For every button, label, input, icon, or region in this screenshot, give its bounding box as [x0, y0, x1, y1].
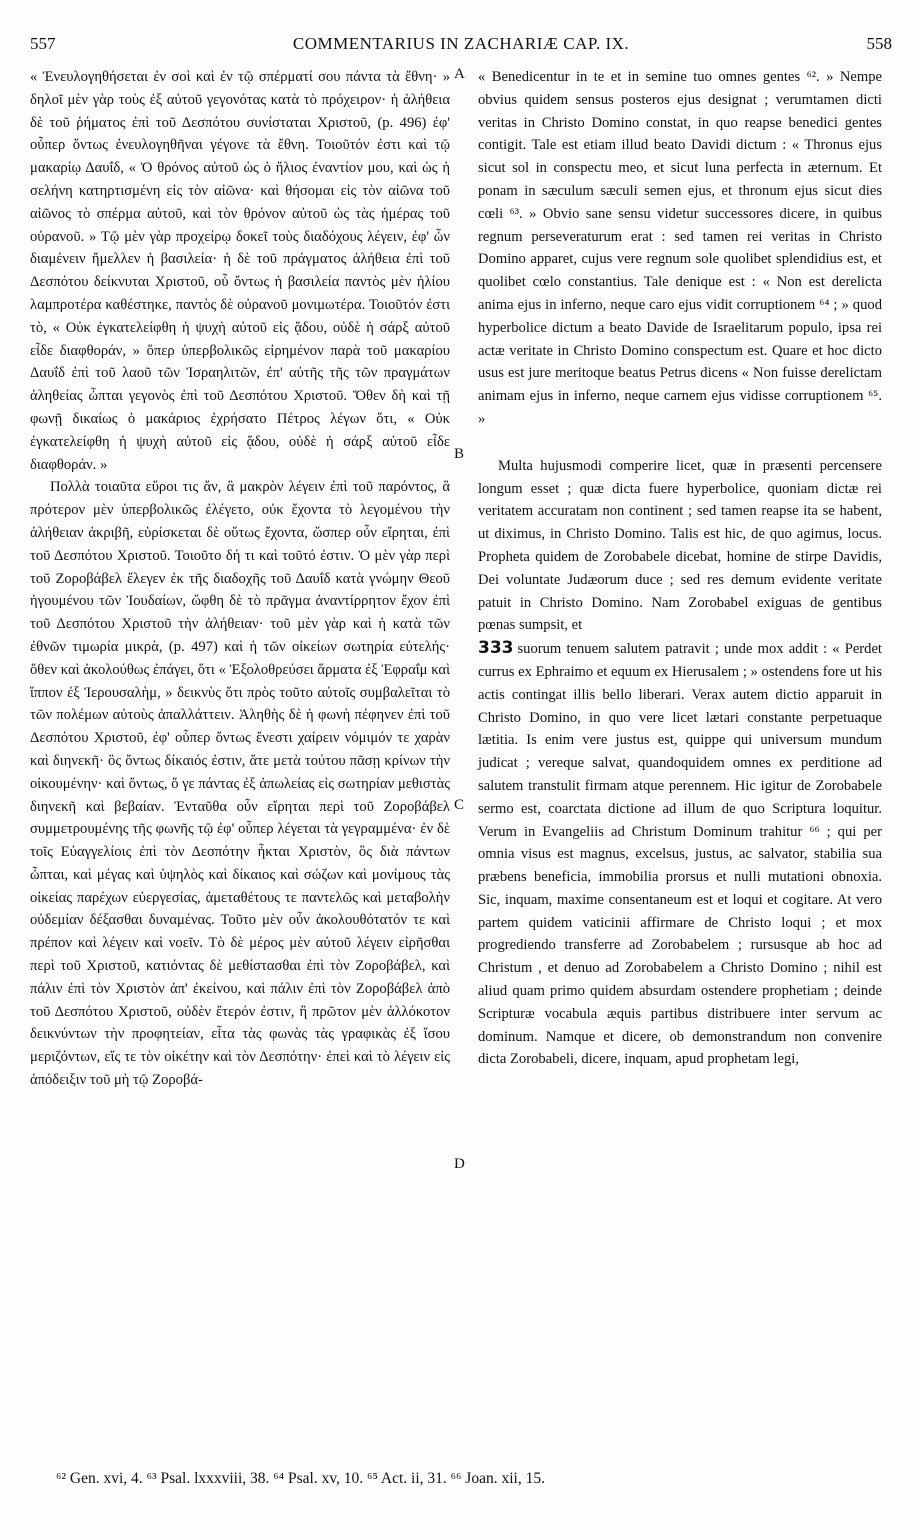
column-number: 333	[478, 638, 514, 659]
latin-paragraph-1: « Benedicentur in te et in semine tuo omnes gentes ⁶². » Nempe obvius quidem sensus posteros ejus designat ; verumtamen dicti veritas in Christo Domino constat, in quo reapse benedici gentes contigit. Tale est etiam illud beato Davidi dictum : « Thronus ejus sicut sol in conspectu meo, et sicut luna perfecta in æternum. Et ponam in sæculum sæculi semen ejus, et thronum ejus sicut dies cœli ⁶³. » Obvio sane sensu videtur successores dicere, in quibus regnum perseveraturum erat : sed tamen rei veritas in Christo Domino apparet, cujus vere regnum sole quolibet splendidius est, et quolibet cœlo constantius. Tale denique est : « Non est derelicta anima ejus in inferno, neque caro ejus vidit corruptionem ⁶⁴ ; » quod hyperbolice dictum a beato Davide de Israelitarum populo, ipsa rei actæ veritate in Christo Domino conspectum est. Quare et hoc dicto usus est jure meritoque beatus Petrus dicens « Non fuisse derelictam animam ejus in inferno, neque carnem ejus vidisse corruptionem ⁶⁵. »	[478, 69, 882, 427]
margin-marker-c: C	[454, 797, 465, 813]
page-number-right: 558	[866, 34, 892, 53]
greek-paragraph-2: Πολλὰ τοιαῦτα εὕροι τις ἄν, ἃ μακρὸν λέγειν ἐπὶ τοῦ παρόντος, ἃ πρότερον μὲν ὑπερβολικῶς ἐλέγετο, οὐκ ἔχοντα τὸ λεγομένου τὴν ἀλήθειαν ἀκριβῆ, εὑρίσκεται δὲ οὕτως ἔχοντα, ὥσπερ οὖν εἴρηται, ἐπὶ τοῦ Δεσπότου Χριστοῦ. Τοιοῦτο δή τι καὶ τοῦτό ἐστιν. Ὁ μὲν γὰρ περὶ τοῦ Ζοροβάβελ ἔλεγεν ἐκ τῆς διαδοχῆς τοῦ Δαυΐδ κατὰ γνώμην Θεοῦ ἡγουμένου τῶν Ἰουδαίων, ὤφθη δὲ τὸ πρᾶγμα ἀναντίρρητον ἔχον ἐπὶ τοῦ Δεσπότου Χριστοῦ τὴν ἀλήθειαν· τοῦ μὲν γὰρ καὶ ἡ κατὰ τῶν ἐθνῶν τιμωρία μικρὰ, (p. 497) καὶ ἡ τῶν οἰκείων σωτηρία εὐτελής· ὅθεν καὶ ἀκολούθως ἐπάγει, ὅτι « Ἐξολοθρεύσει ἅρματα ἐξ Ἐφραΐμ καὶ ἵππον ἐξ Ἱερουσαλὴμ, » δεικνὺς ὅτι πρὸς τοῦτο αὐτοῖς συμβαλεῖται τὸ τῶν πολέμων αὐτοὺς ἀπαλλάττειν. Ἀληθὴς δὲ ἡ φωνὴ πέφηνεν ἐπὶ τοῦ Δεσπότου Χριστοῦ, ἐφ' οὗπερ ὄντως ἔνεστι χαίρειν νόμιμόν τε χαρὰν καὶ διηνεκῆ· ὃς ὄντως δίκαιός ἐστιν, ἅτε μετὰ τούτου πᾶσῃ κρίνων τὴν οἰκουμένην· καὶ ὄντως, ὅ γε πάντας ἐξ ἀπωλείας εἰς σωτηρίαν μεθιστὰς διηνεκῆ καὶ βεβαίαν. Ἐνταῦθα οὖν εἴρηται περὶ τοῦ Ζοροβάβελ συμμετρουμένης τῆς φωνῆς τῷ ἐφ' οὗπερ λέγεται τὰ γεγραμμένα· ἐν δὲ τοῖς Εὐαγγελίοις ἐπὶ τὸν Δεσπότην ἦκται Χριστὸν, ὃς διὰ πάντων ὦπται, καὶ μέγας καὶ ὑψηλὸς καὶ δίκαιος καὶ σώζων καὶ μονίμους τὰς οἰκείας παρέχων εὐεργεσίας, ἀμεταθέτους τε παντελῶς καὶ μεταβολὴν οὐδεμίαν δέξασθαι δυναμένας. Τοῦτο μὲν οὖν ἀκολουθότατόν τε καὶ πρέπον καὶ λέγειν καὶ νοεῖν. Τὸ δὲ μέρος μὲν αὐτοῦ λέγειν εἰρῆσθαι περὶ τοῦ Χριστοῦ, κατιόντας δὲ μεθίστασθαι ἐπὶ τὸν Ζοροβάβελ, καὶ πάλιν ἐπὶ τὸν Χριστὸν ἀπ' ἐκείνου, καὶ πάλιν ἐπὶ τὸν Ζοροβάβελ ἀπὸ τοῦ Δεσπότου Χριστοῦ, οὐδὲν ἕτερόν ἐστιν, ἢ πρῶτον μὲν ἀλλόκοτον δεικνύντων τὴν προφητείαν, εἶτα τὰς φωνὰς τὰς γραφικὰς ἐξ ἴσου μεριζόντων, εἴς τε τὸν οἰκέτην καὶ τὸν Δεσπότην· ἐπεὶ καὶ τὸ λέγειν εἰς ἀπόδειξιν τοῦ μὴ τῷ Ζοροβά-	[30, 479, 450, 1089]
margin-marker-b: B	[454, 446, 465, 462]
footnotes: ⁶² Gen. xvi, 4. ⁶³ Psal. lxxxviii, 38. ⁶⁴ Psal. xv, 10. ⁶⁵ Act. ii, 31. ⁶⁶ Joan. xii, 15.	[56, 1470, 545, 1487]
margin-marker-a: A	[454, 66, 465, 82]
latin-paragraph-2-end: suorum tenuem salutem patravit ; unde mox addit : « Perdet currus ex Ephraimo et equum ex Hierusalem ; » ostendens fore ut his actis contingat illis bello liberari. Verax autem dictio apparuit in Christo Domino, in quo vere licet lætari constante perpetuaque lætitia. Is enim vere justus est, quippe qui universum mundum judicat ; vereque salvat, quandoquidem omnes ex perditione ad salutem transtulit firmam atque perennem. Hic igitur de Zorobabele sermo est, coarctata dictione ad illum de quo Scriptura loquitur. Verum in Evangeliis ad Christum Dominum trahitur ⁶⁶ ; qui per omnia visus est magnus, excelsus, justus, ac salvator, stabilia sua præbens beneficia, immobilia prorsus et nulli mutationi obnoxia. Sic, inquam, maxime consentaneum est et loqui et cogitare. At vero partem quidem vaticinii affirmare de Christo loqui ; et mox progrediendo transferre ad Zorobabelem ; rursusque ab hoc ad Christum , et denuo ad Zorobabelem a Christo Domino ; nihil est aliud quam primo quidem absurdam ostendere prophetiam ; deinde Scripturæ vocabula æquis partibus distribuere inter servum ac dominum. Namque et dicere, ob demonstrandum non convenire dicta Zorobabeli, dicere, inquam, apud prophetam legi,	[478, 641, 882, 1068]
latin-paragraph-2-start: Multa hujusmodi comperire licet, quæ in præsenti percensere longum esset ; quæ dicta fuere hyperbolice, quoniam dictæ rei veritatem accuratam non continent ; sed tamen reapse ita se habent, ut diximus, in Christo Domino. Talis est hic, de quo agimus, locus. Propheta quidem de Zorobabele dicebat, homine de stirpe Davidis, Dei voluntate Judæorum duce ; sed res demum evidente veritate patuit in Christo Domino. Nam Zorobabel exiguas de gentibus pœnas sumpsit, et	[478, 457, 882, 634]
margin-marker-d: D	[454, 1156, 465, 1172]
greek-column	[30, 66, 450, 1092]
running-title: COMMENTARIUS IN ZACHARIÆ CAP. IX.	[292, 34, 630, 53]
page-number-left: 557	[30, 34, 56, 53]
latin-column	[478, 66, 882, 1071]
greek-paragraph-1: « Ἐνευλογηθήσεται ἐν σοὶ καὶ ἐν τῷ σπέρματί σου πάντα τὰ ἔθνη· » δηλοῖ μὲν γὰρ τοὺς ἐξ αὐτοῦ γεγονότας κατὰ τὸ πρόχειρον· ἡ ἀλήθεια δὲ τοῦ ῥήματος ἐπὶ τοῦ Δεσπότου συνίσταται Χριστοῦ, (p. 496) ἐφ' οὗπερ ὄντως ἐνευλογηθῆναι γέγονε τὰ ἔθνη. Τοιοῦτόν ἐστι καὶ τῷ μακαρίῳ Δαυΐδ, « Ὁ θρόνος αὐτοῦ ὡς ὁ ἥλιος ἐναντίον μου, καὶ ὡς ἡ σελήνη κατηρτισμένη εἰς τὸν αἰῶνα· καὶ θήσομαι εἰς τὸν αἰῶνα τοῦ αἰῶνος τὸ σπέρμα αὐτοῦ, καὶ τὸν θρόνον αὐτοῦ ὡς τὰς ἡμέρας τοῦ οὐρανοῦ. » Τῷ μὲν γὰρ προχείρῳ δοκεῖ τοὺς διαδόχους λέγειν, ἐφ' ὧν διαμένειν ἤμελλεν ἡ βασιλεία· ἡ δὲ τοῦ πράγματος ἀλήθεια ἐπὶ τοῦ Δεσπότου δείκνυται Χριστοῦ, οὗ ὄντως ἡ βασιλεία παντὸς μὲν ἡλίου λαμπροτέρα καθέστηκε, παντὸς δὲ οὐρανοῦ μονιμωτέρα. Τοιοῦτόν ἐστι τὸ, « Οὐκ ἐγκατελείφθη ἡ ψυχὴ αὐτοῦ εἰς ᾅδου, οὐδὲ ἡ σάρξ αὐτοῦ εἶδε διαφθοράν, » ὅπερ ὑπερβολικῶς εἰρημένον παρὰ τοῦ μακαρίου Δαυΐδ ἐπὶ τοῦ λαοῦ τῶν Ἰσραηλιτῶν, ἐπ' αὐτῆς τῆς τῶν πραγμάτων ἀληθείας ὦπται γεγονὸς ἐπὶ τοῦ Δεσπότου Χριστοῦ. Ὅθεν δὴ καὶ τῇ φωνῇ δικαίως ὁ μακάριος ἐχρήσατο Πέτρος λέγων ὅτι, « Οὐκ ἐγκατελείφθη ἡ ψυχὴ αὐτοῦ εἰς ᾅδου, οὐδὲ ἡ σάρξ αὐτοῦ εἶδε διαφθοράν. »	[30, 69, 450, 473]
page-header	[30, 34, 892, 58]
latin-paragraph-2	[478, 455, 882, 1072]
